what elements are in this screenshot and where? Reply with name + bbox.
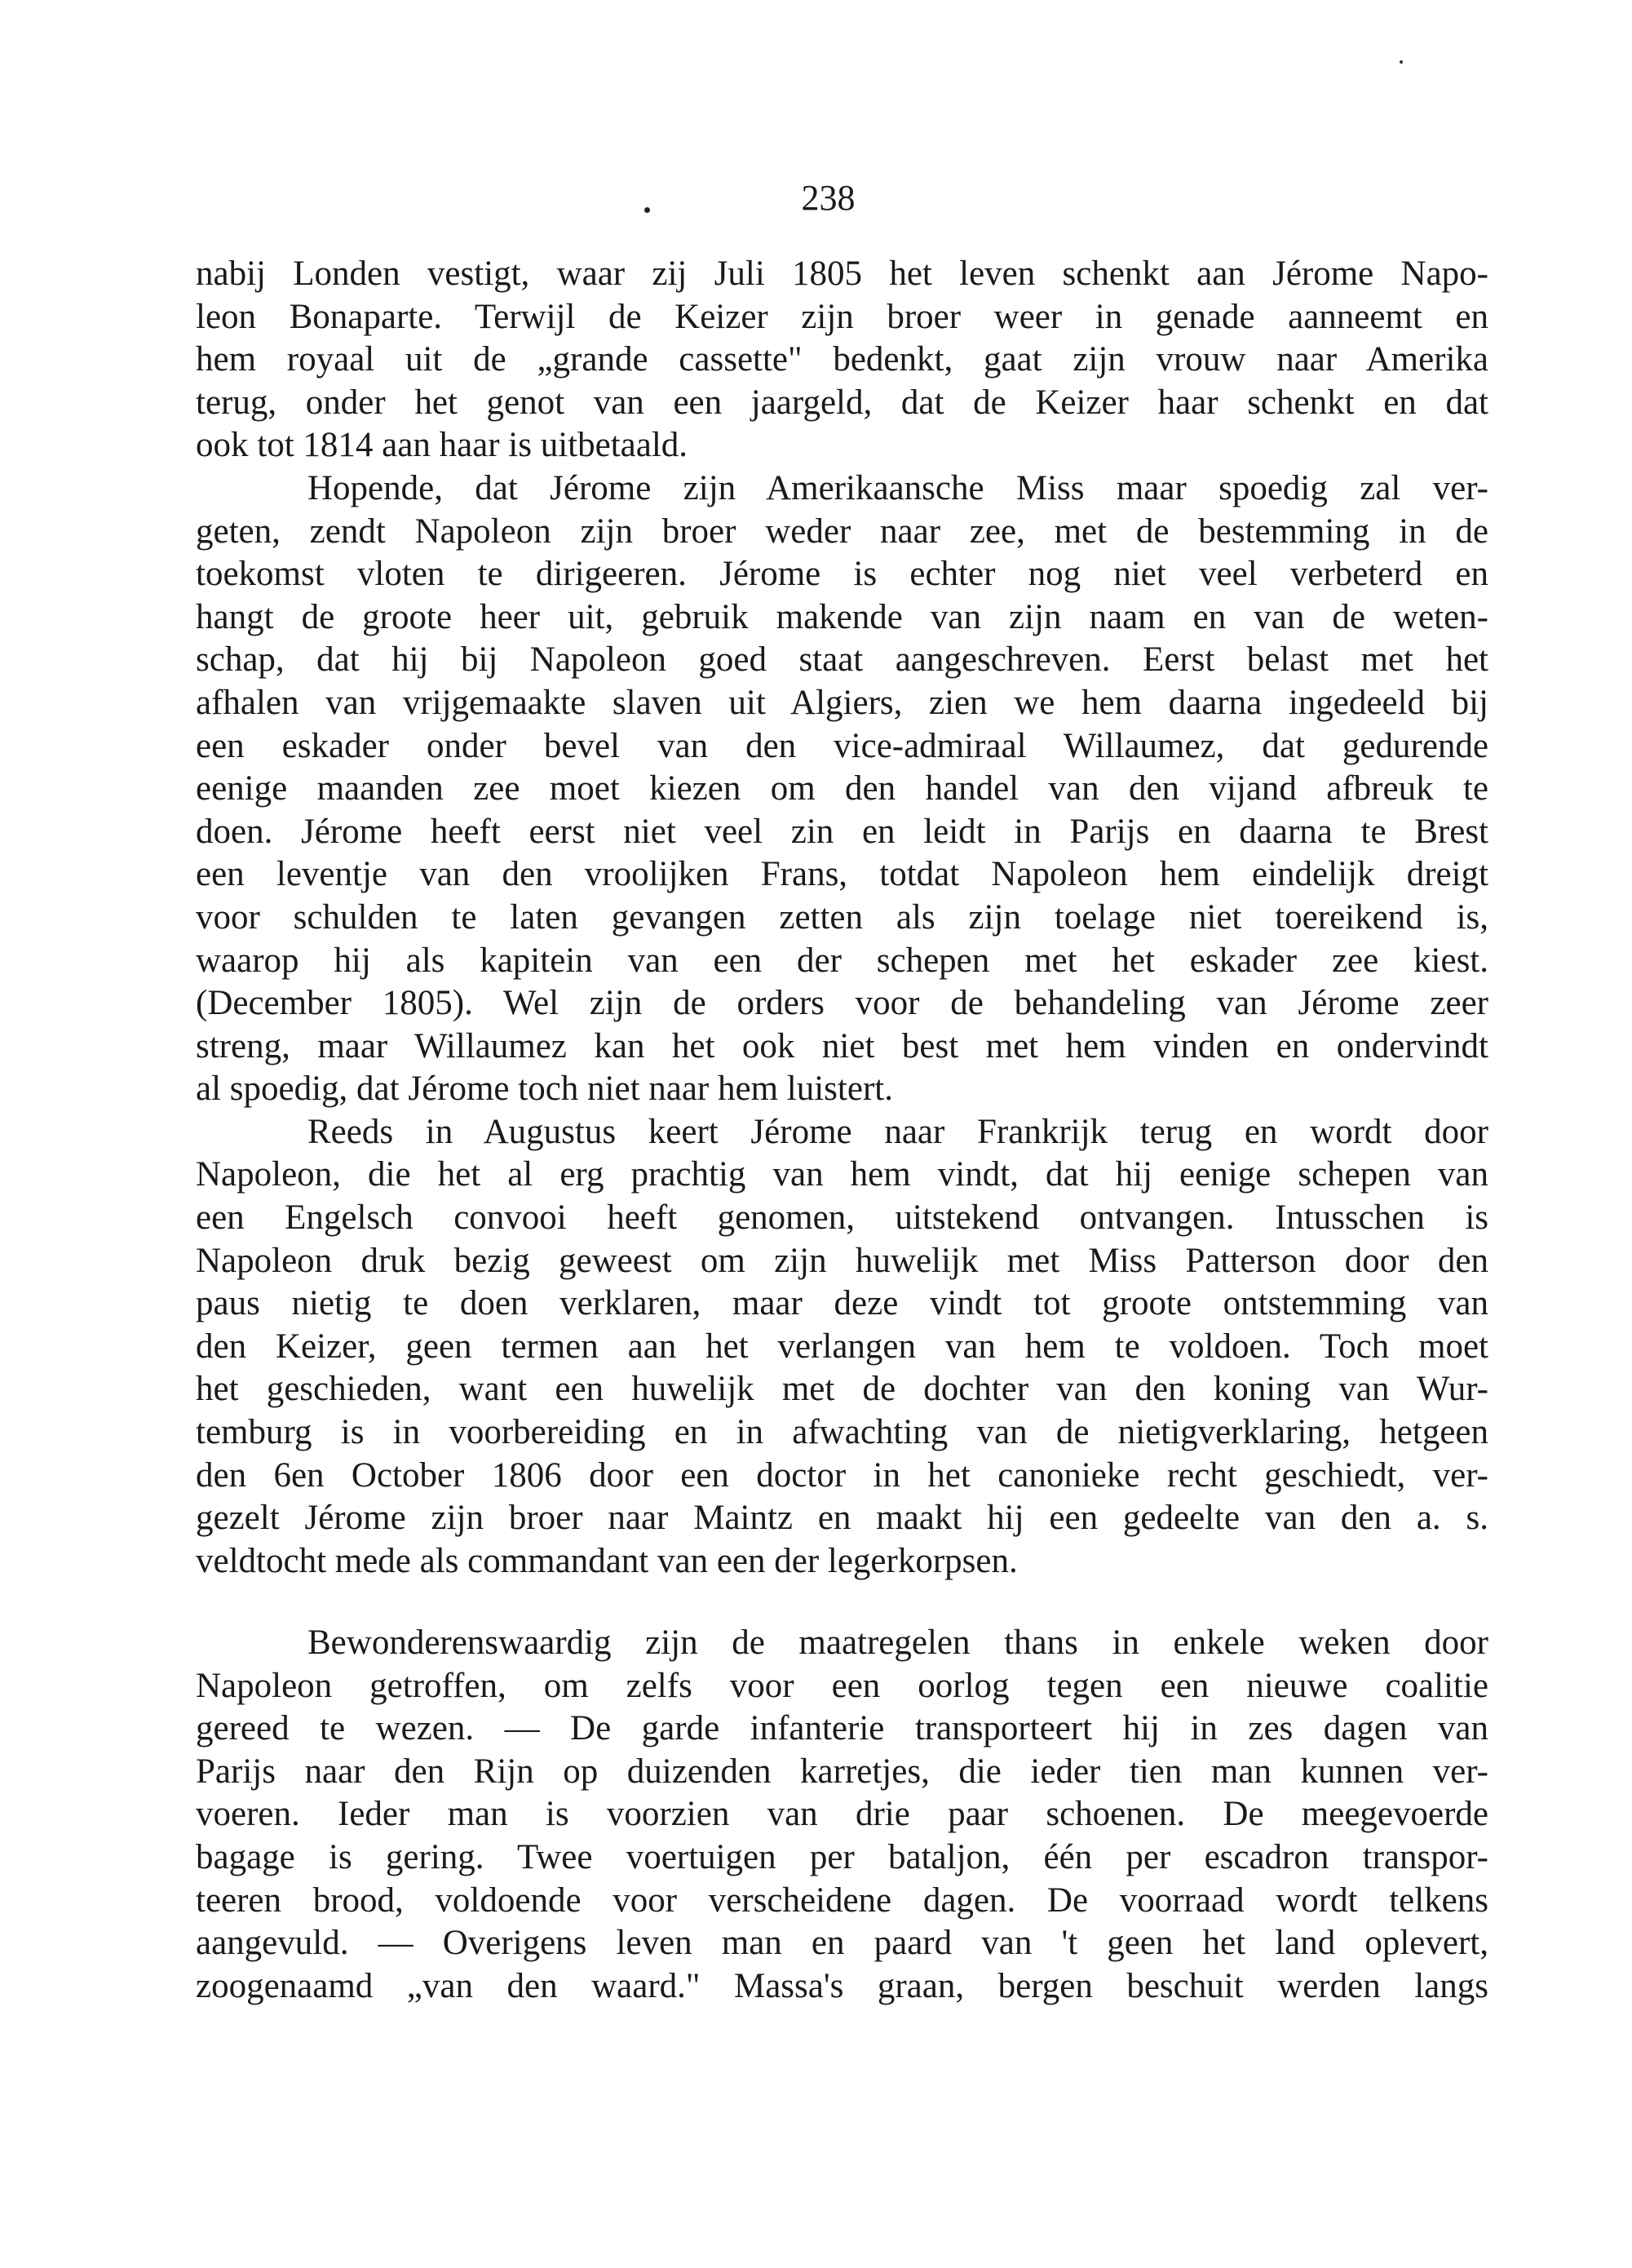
text-line: toekomst vloten te dirigeeren. Jérome is echter nog niet veel verbeterd en [196, 555, 1488, 594]
text-line: Napoleon druk bezig geweest om zijn huwelijk met Miss Patterson door den [196, 1241, 1488, 1280]
text-line: terug, onder het genot van een jaargeld, dat de Keizer haar schenkt en dat [196, 383, 1488, 422]
text-line: nabij Londen vestigt, waar zij Juli 1805 het leven schenkt aan Jérome Napo- [196, 255, 1488, 293]
text-line: geten, zendt Napoleon zijn broer weder naar zee, met de bestemming in de [196, 512, 1488, 551]
text-line: Reeds in Augustus keert Jérome naar Frankrijk terug en wordt door [307, 1112, 1488, 1151]
text-line: (December 1805). Wel zijn de orders voor de behandeling van Jérome zeer [196, 984, 1488, 1023]
text-line: eenige maanden zee moet kiezen om den handel van den vijand afbreuk te [196, 769, 1488, 808]
text-line: afhalen van vrijgemaakte slaven uit Algiers, zien we hem daarna ingedeeld bij [196, 683, 1488, 722]
text-line: veldtocht mede als commandant van een der legerkorpsen. [196, 1541, 1018, 1580]
text-line: teeren brood, voldoende voor verscheidene dagen. De voorraad wordt telkens [196, 1880, 1488, 1920]
text-line: ook tot 1814 aan haar is uitbetaald. [196, 426, 688, 465]
text-line: Parijs naar den Rijn op duizenden karretjes, die ieder tien man kunnen ver- [196, 1752, 1488, 1791]
text-line: streng, maar Willaumez kan het ook niet best met hem vinden en ondervindt [196, 1026, 1488, 1065]
text-line: aangevuld. — Overigens leven man en paard van 't geen het land oplevert, [196, 1924, 1488, 1963]
text-line: gereed te wezen. — De garde infanterie transporteert hij in zes dagen van [196, 1709, 1488, 1748]
text-line: zoogenaamd „van den waard." Massa's graan, bergen beschuit werden langs [196, 1966, 1488, 2005]
text-line: Napoleon, die het al erg prachtig van hem vindt, dat hij eenige schepen van [196, 1155, 1488, 1194]
text-line: al spoedig, dat Jérome toch niet naar hem luistert. [196, 1070, 893, 1109]
text-line: doen. Jérome heeft eerst niet veel zin en leidt in Parijs en daarna te Brest [196, 812, 1488, 851]
scan-speck [1400, 60, 1403, 64]
text-line: hem royaal uit de „grande cassette" bedenkt, gaat zijn vrouw naar Amerika [196, 340, 1488, 379]
text-line: schap, dat hij bij Napoleon goed staat aangeschreven. Eerst belast met het [196, 640, 1488, 680]
text-line-with-superscript: den 6en October 1806 door een doctor in het canonieke recht geschiedt, ver- [196, 1455, 1488, 1495]
text-line: waarop hij als kapitein van een der schepen met het eskader zee kiest. [196, 941, 1488, 980]
text-line: temburg is in voorbereiding en in afwachting van de nietigverklaring, hetgeen [196, 1413, 1488, 1452]
body-text-lower [196, 1622, 1488, 2008]
text-line: Napoleon getroffen, om zelfs voor een oorlog tegen een nieuwe coalitie [196, 1666, 1488, 1705]
text-line: bagage is gering. Twee voertuigen per bataljon, één per escadron transpor- [196, 1837, 1488, 1876]
page-number: 238 [801, 178, 856, 218]
body-text-upper [196, 253, 1488, 1583]
text-line: den Keizer, geen termen aan het verlangen van hem te voldoen. Toch moet [196, 1327, 1488, 1366]
text-line: voeren. Ieder man is voorzien van drie paar schoenen. De meegevoerde [196, 1795, 1488, 1834]
text-line: paus nietig te doen verklaren, maar deze vindt tot groote ontstemming van [196, 1284, 1488, 1323]
text-line: voor schulden te laten gevangen zetten als zijn toelage niet toereikend is, [196, 897, 1488, 937]
text-line: hangt de groote heer uit, gebruik makende van zijn naam en van de weten- [196, 597, 1488, 636]
text-line: een leventje van den vroolijken Frans, totdat Napoleon hem eindelijk dreigt [196, 855, 1488, 894]
text-line: leon Bonaparte. Terwijl de Keizer zijn broer weer in genade aanneemt en [196, 297, 1488, 336]
text-line: gezelt Jérome zijn broer naar Maintz en maakt hij een gedeelte van den a. s. [196, 1499, 1488, 1538]
text-line: het geschieden, want een huwelijk met de dochter van den koning van Wur- [196, 1370, 1488, 1409]
text-line: Bewonderenswaardig zijn de maatregelen thans in enkele weken door [307, 1623, 1488, 1662]
text-line: een Engelsch convooi heeft genomen, uitstekend ontvangen. Intusschen is [196, 1198, 1488, 1238]
text-line: een eskader onder bevel van den vice-admiraal Willaumez, dat gedurende [196, 726, 1488, 765]
text-line: Hopende, dat Jérome zijn Amerikaansche Miss maar spoedig zal ver- [307, 468, 1488, 507]
